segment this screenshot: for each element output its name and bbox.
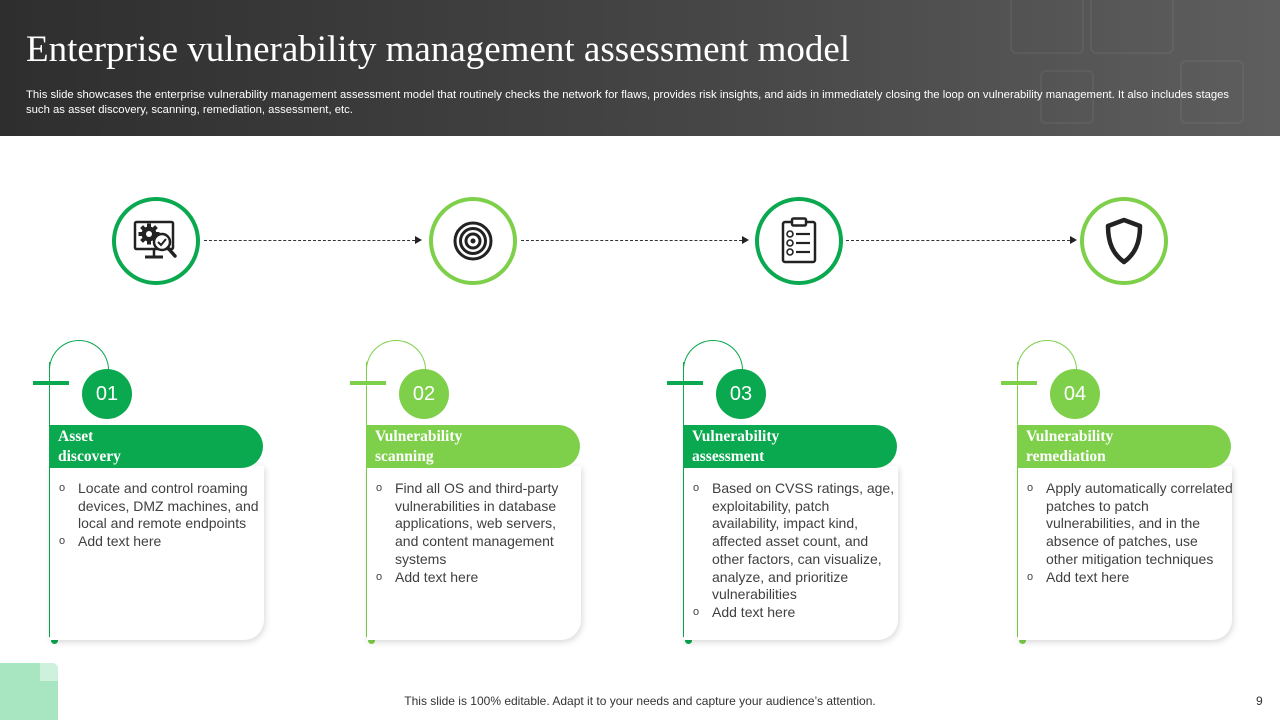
target-icon: [452, 220, 494, 262]
icon-circle-vulnerability-scanning: [429, 197, 517, 285]
bullet-item: o Based on CVSS ratings, age, exploitability, patch availability, impact kind, affected asset count, and other factors, can visualize, analyze, and prioritize vulnerabilities: [693, 480, 899, 604]
step-vulnerability-remediation: [1001, 340, 1251, 650]
slide-title: Enterprise vulnerability management assessment model: [26, 29, 851, 70]
icon-circle-vulnerability-remediation: [1080, 197, 1168, 285]
step-number: 04: [1050, 369, 1100, 419]
header-decoration: [1010, 0, 1084, 54]
step-title: [683, 425, 897, 468]
step-title-line: Vulnerability: [692, 428, 780, 445]
step-bullets: [693, 480, 899, 622]
header-decoration: [1090, 0, 1174, 54]
connector-arrow: [846, 240, 1075, 241]
step-bullets: [59, 480, 265, 551]
bullet-item: o Locate and control roaming devices, DMZ machines, and local and remote endpoints: [59, 480, 265, 533]
step-number: 02: [399, 369, 449, 419]
step-title-line: Vulnerability: [375, 428, 463, 445]
connector-arrow: [521, 240, 747, 241]
step-bullets: [1027, 480, 1233, 586]
bullet-item: o Add text here: [376, 569, 582, 587]
icon-circle-vulnerability-assessment: [755, 197, 843, 285]
step-title: [366, 425, 580, 468]
slide-footer: This slide is 100% editable. Adapt it to your needs and capture your audience’s attention.: [404, 694, 876, 708]
step-title-line: Asset: [58, 428, 94, 445]
step-title: [49, 425, 263, 468]
bullet-item: o Find all OS and third-party vulnerabilities in database applications, web servers, and content management systems: [376, 480, 582, 569]
step-bullets: [376, 480, 582, 586]
bullet-item: o Add text here: [59, 533, 265, 551]
bullet-item: o Add text here: [693, 604, 899, 622]
page-number: 9: [1256, 694, 1263, 708]
step-title: [1017, 425, 1231, 468]
step-number: 01: [82, 369, 132, 419]
corner-decoration-inner: [40, 663, 58, 681]
settings-monitor-icon: [130, 215, 182, 267]
step-title-line: remediation: [1026, 448, 1106, 465]
bullet-item: o Add text here: [1027, 569, 1233, 587]
step-title-line: Vulnerability: [1026, 428, 1114, 445]
step-title-line: scanning: [375, 448, 434, 465]
step-asset-discovery: [33, 340, 283, 650]
step-tick: [33, 381, 69, 385]
checklist-icon: [779, 217, 819, 265]
step-number: 03: [716, 369, 766, 419]
slide-header: [0, 0, 1280, 136]
step-vulnerability-scanning: [350, 340, 600, 650]
connector-arrow: [204, 240, 420, 241]
step-tick: [1001, 381, 1037, 385]
icon-circle-asset-discovery: [112, 197, 200, 285]
step-tick: [667, 381, 703, 385]
bullet-item: o Apply automatically correlated patches to patch vulnerabilities, and in the absence of patches, use other mitigation techniques: [1027, 480, 1233, 569]
shield-icon: [1103, 217, 1145, 265]
step-title-line: assessment: [692, 448, 765, 465]
slide-subtitle: This slide showcases the enterprise vulnerability management assessment model that routinely checks the network for flaws, provides risk insights, and aids in immediately closing the loop on vulnerability management. It also includes stages such as asset discovery, scanning, remediation, assessment, etc.: [26, 89, 1230, 116]
step-vulnerability-assessment: [667, 340, 917, 650]
step-tick: [350, 381, 386, 385]
step-title-line: discovery: [58, 448, 121, 465]
corner-decoration: [0, 663, 58, 720]
